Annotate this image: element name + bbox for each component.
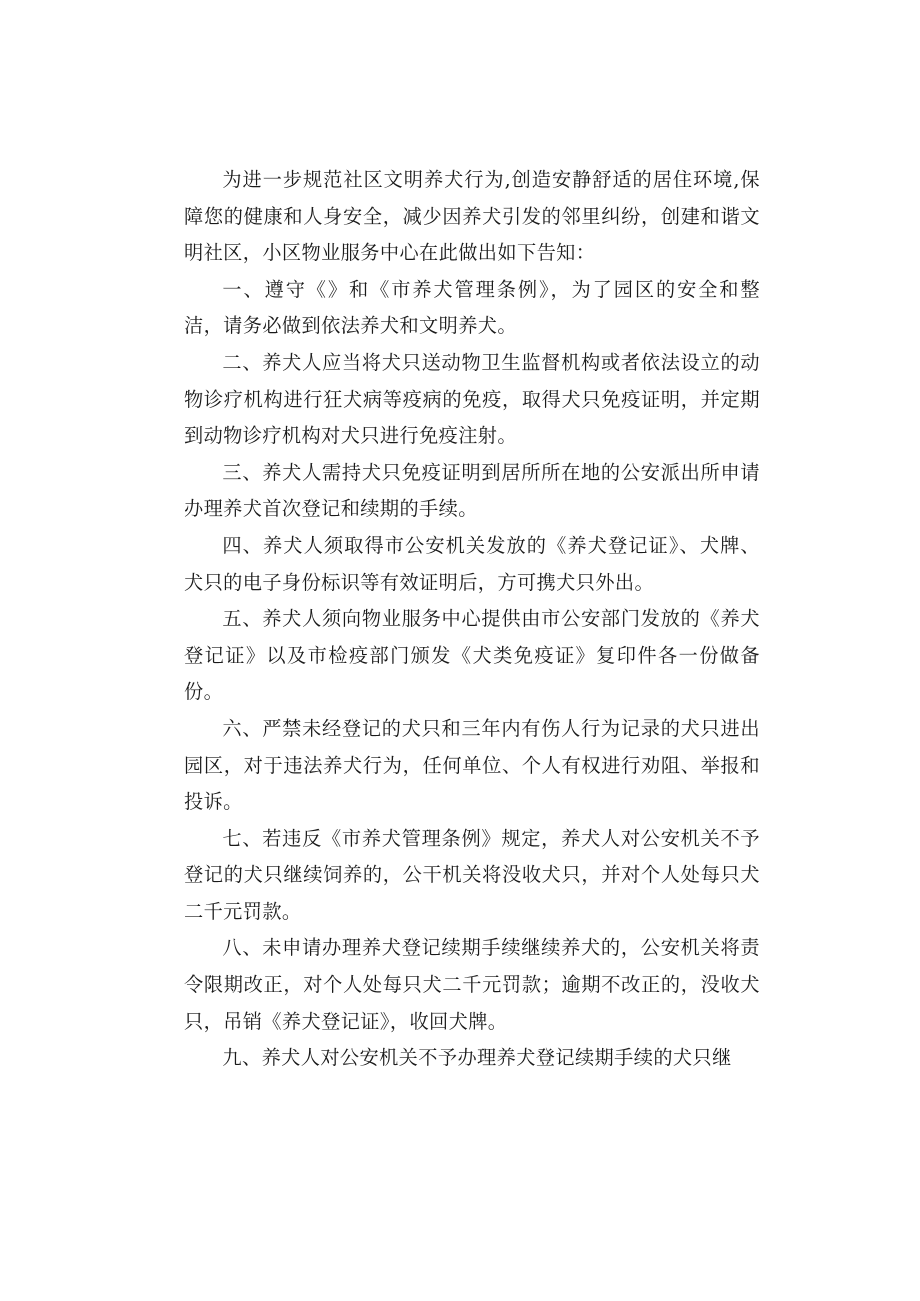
rule-paragraph-8: 八、未申请办理养犬登记续期手续继续养犬的，公安机关将责令限期改正，对个人处每只犬二千元罚款；逾期不改正的，没收犬只，吊销《养犬登记证》，收回犬牌。 <box>184 936 760 1033</box>
intro-paragraph: 为进一步规范社区文明养犬行为,创造安静舒适的居住环境,保障您的健康和人身安全，减少因养犬引发的邻里纠纷，创建和谐文明社区，小区物业服务中心在此做出如下告知： <box>184 168 760 265</box>
rule-paragraph-5: 五、养犬人须向物业服务中心提供由市公安部门发放的《养犬登记证》以及市检疫部门颁发《犬类免疫证》复印件各一份做备份。 <box>184 607 760 704</box>
rule-paragraph-3: 三、养犬人需持犬只免疫证明到居所所在地的公安派出所申请办理养犬首次登记和续期的手续。 <box>184 460 760 521</box>
document-page <box>184 162 760 1077</box>
rule-paragraph-4: 四、养犬人须取得市公安机关发放的《养犬登记证》、犬牌、犬只的电子身份标识等有效证明后，方可携犬只外出。 <box>184 533 760 594</box>
rule-paragraph-9: 九、养犬人对公安机关不予办理养犬登记续期手续的犬只继 <box>222 1046 732 1070</box>
rule-paragraph-2: 二、养犬人应当将犬只送动物卫生监督机构或者依法设立的动物诊疗机构进行狂犬病等疫病的免疫，取得犬只免疫证明，并定期到动物诊疗机构对犬只进行免疫注射。 <box>184 350 760 448</box>
rule-paragraph-1: 一、遵守《》和《市养犬管理条例》，为了园区的安全和整洁，请务必做到依法养犬和文明养犬。 <box>184 277 760 338</box>
rule-paragraph-6: 六、严禁未经登记的犬只和三年内有伤人行为记录的犬只进出园区，对于违法养犬行为，任何单位、个人有权进行劝阻、举报和投诉。 <box>184 716 760 814</box>
rule-paragraph-7: 七、若违反《市养犬管理条例》规定，养犬人对公安机关不予登记的犬只继续饲养的，公干机关将没收犬只，并对个人处每只犬二千元罚款。 <box>184 826 760 923</box>
